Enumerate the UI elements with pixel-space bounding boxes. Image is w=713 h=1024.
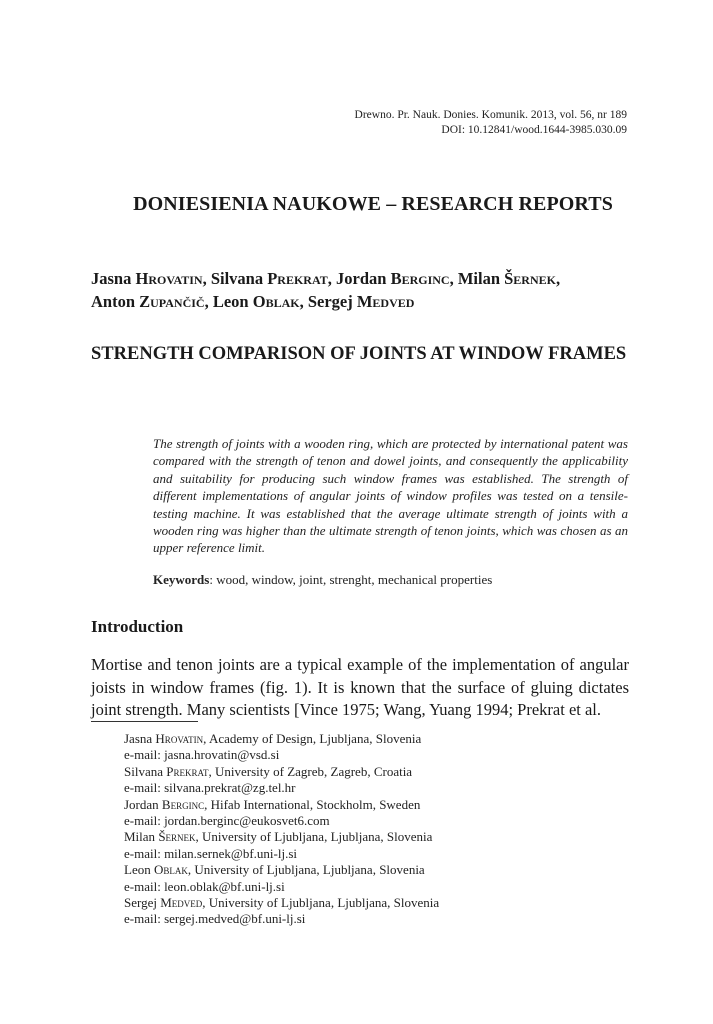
affiliation-email: e-mail: jasna.hrovatin@vsd.si — [124, 747, 280, 763]
article-title: STRENGTH COMPARISON OF JOINTS AT WINDOW FRAMES — [91, 344, 627, 364]
keywords-text: : wood, window, joint, strenght, mechanical properties — [209, 572, 493, 587]
affiliation-email: e-mail: sergej.medved@bf.uni-lj.si — [124, 911, 306, 927]
affiliation-line: Jasna Hrovatin, Academy of Design, Ljubljana, Slovenia — [124, 731, 422, 746]
journal-citation: Drewno. Pr. Nauk. Donies. Komunik. 2013, vol. 56, nr 189 — [354, 109, 627, 121]
author: Silvana Prekrat — [210, 269, 328, 288]
author: Jasna Hrovatin — [91, 269, 203, 288]
affiliation-footnotes — [124, 731, 624, 928]
journal-header — [355, 108, 627, 138]
affiliation-line: Milan Šernek, University of Ljubljana, Ljubljana, Slovenia — [124, 829, 433, 845]
author: Leon Oblak — [212, 292, 300, 311]
affiliation-line: Leon Oblak, University of Ljubljana, Ljubljana, Slovenia — [124, 862, 425, 878]
author: Anton Zupančič — [91, 292, 205, 311]
keywords — [153, 571, 628, 588]
footnote-divider — [91, 721, 198, 722]
introduction-text: Mortise and tenon joints are a typical example of the implementation of angular joists in window frames (fig. 1). It is known that the surface of gluing dictates joint strength. Many scientists [Vince 1975; Wang, Yuang 1994; Prekrat et al. — [91, 655, 629, 719]
affiliation-email: e-mail: milan.sernek@bf.uni-lj.si — [124, 845, 297, 861]
affiliation-email: e-mail: leon.oblak@bf.uni-lj.si — [124, 878, 285, 894]
affiliation-email: e-mail: silvana.prekrat@zg.tel.hr — [124, 780, 296, 796]
affiliation-line: Jordan Berginc, Hifab International, Stockholm, Sweden — [124, 796, 421, 812]
author: Milan Šernek — [457, 269, 556, 288]
affiliation-line: Silvana Prekrat, University of Zagreb, Zagreb, Croatia — [124, 763, 413, 779]
affiliation-line: Sergej Medved, University of Ljubljana, Ljubljana, Slovenia — [124, 895, 440, 911]
introduction-heading: Introduction — [91, 617, 184, 636]
author: Sergej Medved — [307, 292, 415, 311]
affiliation-email: e-mail: jordan.berginc@eukosvet6.com — [124, 813, 330, 829]
section-title: DONIESIENIA NAUKOWE – RESEARCH REPORTS — [133, 193, 613, 215]
author-list: Jasna Hrovatin, Silvana Prekrat, Jordan Berginc, Milan Šernek, Anton Zupančič, Leon Oblak, Sergej Medved — [91, 269, 561, 311]
journal-doi: DOI: 10.12841/wood.1644-3985.030.09 — [441, 124, 627, 136]
keywords-label: Keywords — [153, 572, 210, 587]
abstract: The strength of joints with a wooden ring, which are protected by international patent was compared with the strength of tenon and dowel joints, and consequently the applicability and suitability for producing such window frames was established. The strength of different implementations of angular joints of window profiles was tested on a tensile-testing machine. It was established that the average ultimate strength of joints with a wooden ring was higher than the ultimate strength of tenon joints, which was chosen as an upper reference limit. — [153, 436, 628, 556]
author: Jordan Berginc — [336, 269, 450, 288]
